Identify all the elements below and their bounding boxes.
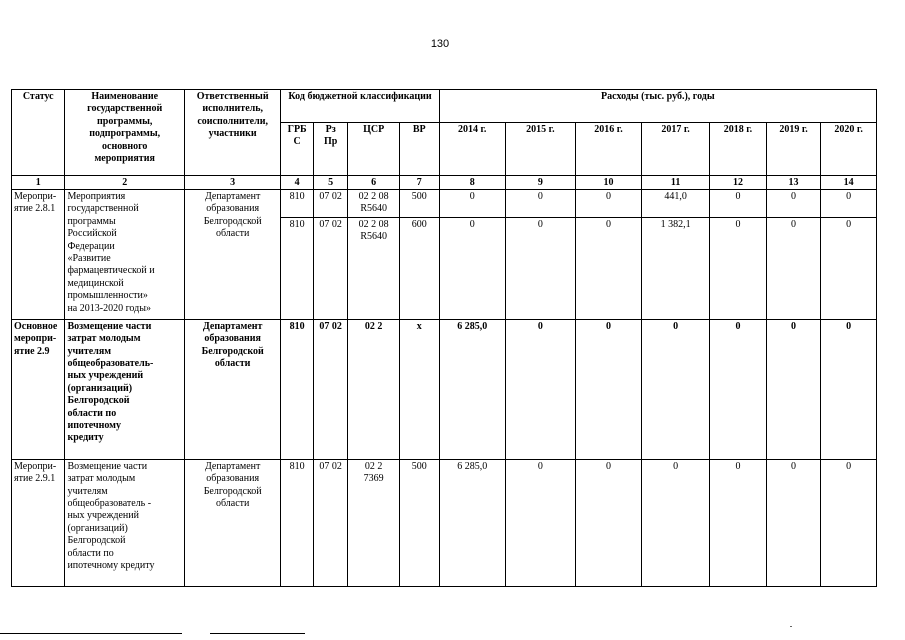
text-line: образования [204, 333, 261, 345]
text-line: мероприятия [94, 153, 155, 165]
cell-value [642, 319, 710, 459]
cell-grbs [281, 319, 313, 459]
text-line: 0 [791, 191, 797, 202]
cell-rzpr [313, 190, 348, 218]
text-line: общеобразователь- [67, 358, 154, 370]
cell-value [439, 459, 505, 586]
header-grbs [281, 123, 313, 176]
text-line: R5640 [360, 231, 387, 243]
text-line: 0 [846, 191, 852, 202]
cell-value [821, 319, 877, 459]
row-name [65, 190, 185, 320]
text-line: (организаций) [67, 522, 128, 534]
cell-value [505, 217, 575, 319]
cell-grbs [281, 459, 313, 586]
text-line: ных учреждений [67, 510, 139, 522]
budget-table [11, 89, 877, 587]
text-line: на 2013-2020 годы» [67, 302, 151, 314]
row-name [65, 459, 185, 586]
text-line: подпрограммы, [89, 128, 161, 140]
text-line: Департамент [204, 191, 261, 202]
text-line: основного [102, 140, 148, 152]
text-line: 02 2 [364, 320, 383, 332]
text-line: государственной [67, 203, 139, 215]
text-line: ятие 2.9.1 [14, 473, 56, 485]
text-line: фармацевтической и [67, 265, 155, 277]
text-line: 441,0 [664, 191, 687, 202]
text-line: Рз [325, 124, 336, 135]
text-line: Белгородской [203, 485, 262, 497]
cell-grbs [281, 217, 313, 319]
text-line: Федерации [67, 240, 115, 252]
header-vr: ВР [399, 123, 439, 176]
text-line: 0 [791, 320, 797, 332]
text-line: x [416, 320, 422, 332]
bottom-rule [0, 633, 182, 634]
text-line: меропри- [14, 333, 57, 345]
text-line: ГРБ [287, 124, 307, 135]
text-line: 7369 [363, 473, 384, 485]
header-year: 2016 г. [575, 123, 641, 176]
text-line: 0 [469, 191, 475, 202]
cell-value [642, 190, 710, 218]
row-responsible [184, 319, 280, 459]
text-line: Мероприятия [67, 191, 126, 202]
row-status [12, 319, 65, 459]
table-row [12, 190, 877, 218]
cell-rzpr [313, 217, 348, 319]
text-line: промышленности» [67, 290, 148, 302]
page-number: 130 [430, 38, 450, 50]
text-line: 810 [289, 218, 305, 230]
cell-value [821, 190, 877, 218]
text-line: Пр [324, 136, 338, 148]
text-line: медицинской [67, 277, 124, 289]
text-line: 0 [735, 460, 741, 472]
text-line: 0 [846, 460, 852, 472]
text-line: кредиту [67, 432, 104, 444]
text-line: области [215, 228, 250, 240]
text-line: 6 285,0 [457, 320, 488, 332]
text-line: 0 [673, 320, 679, 332]
cell-vr [399, 459, 439, 586]
cell-vr [399, 319, 439, 459]
text-line: 810 [289, 460, 305, 472]
cell-value [439, 217, 505, 319]
text-line: 600 [411, 218, 427, 230]
text-line: Меропри- [14, 460, 57, 472]
column-number: 10 [575, 176, 641, 190]
text-line: 02 2 [364, 460, 383, 472]
cell-value [575, 319, 641, 459]
cell-rzpr [313, 459, 348, 586]
cell-value [821, 459, 877, 586]
text-line: общеобразователь - [67, 498, 152, 510]
text-line: 0 [469, 218, 475, 230]
cell-value [766, 217, 821, 319]
text-line: Белгородской [67, 535, 126, 547]
text-line: 0 [791, 460, 797, 472]
text-line: ятие 2.9 [14, 345, 50, 357]
header-csr: ЦСР [348, 123, 399, 176]
row-responsible [184, 459, 280, 586]
header-rzpr [313, 123, 348, 176]
cell-value [505, 190, 575, 218]
header-year: 2015 г. [505, 123, 575, 176]
text-line: 0 [791, 218, 797, 230]
text-line: Основное [14, 320, 58, 332]
header-row-1 [12, 90, 877, 123]
header-name [65, 90, 185, 176]
text-line: ипотечному кредиту [67, 560, 155, 572]
text-line: «Развитие [67, 253, 111, 265]
cell-value [642, 459, 710, 586]
text-line: образования [206, 473, 260, 485]
cell-csr [348, 319, 399, 459]
text-line: 0 [537, 320, 543, 332]
cell-vr [399, 217, 439, 319]
row-status [12, 190, 65, 320]
text-line: (организаций) [67, 382, 133, 394]
column-number: 1 [12, 176, 65, 190]
cell-grbs [281, 190, 313, 218]
header-year: 2019 г. [766, 123, 821, 176]
text-line: области по [67, 407, 117, 419]
column-number: 14 [821, 176, 877, 190]
text-line: 1 382,1 [660, 218, 691, 230]
text-line: учителям [67, 485, 108, 497]
text-line: Белгородской [203, 215, 262, 227]
table-row [12, 459, 877, 586]
header-year: 2017 г. [642, 123, 710, 176]
text-line: 0 [537, 191, 543, 202]
column-number: 3 [184, 176, 280, 190]
text-line: ипотечному [67, 420, 121, 432]
scan-speck [790, 626, 792, 627]
cell-value [766, 190, 821, 218]
text-line: 02 2 08 [358, 191, 389, 202]
cell-csr [348, 190, 399, 218]
text-line: 6 285,0 [457, 460, 488, 472]
row-responsible [184, 190, 280, 320]
column-number: 7 [399, 176, 439, 190]
cell-value [439, 190, 505, 218]
text-line: 0 [606, 218, 611, 230]
text-line: Белгородской [67, 395, 130, 407]
bottom-rule [210, 633, 305, 634]
cell-value [505, 319, 575, 459]
cell-value [710, 190, 767, 218]
text-line: учителям [67, 345, 112, 357]
header-year: 2018 г. [710, 123, 767, 176]
text-line: Ответственный [196, 91, 269, 102]
text-line: 0 [735, 191, 741, 202]
text-line: 07 02 [319, 320, 342, 332]
text-line: Департамент [204, 460, 261, 472]
cell-value [766, 319, 821, 459]
column-number: 5 [313, 176, 348, 190]
text-line: исполнитель, [202, 103, 264, 115]
text-line: 0 [846, 320, 852, 332]
text-line: затрат молодым [67, 473, 136, 485]
header-year: 2020 г. [821, 123, 877, 176]
header-status: Статус [12, 90, 65, 176]
text-line: 0 [606, 460, 611, 472]
text-line: 0 [673, 460, 679, 472]
cell-value [821, 217, 877, 319]
row-status [12, 459, 65, 586]
cell-csr [348, 217, 399, 319]
text-line: участники [208, 128, 257, 140]
text-line: соисполнители, [197, 115, 268, 127]
text-line: 02 2 08 [358, 218, 389, 230]
text-line: ятие 2.8.1 [14, 203, 56, 215]
text-line: 500 [411, 191, 427, 202]
text-line: программы, [97, 115, 153, 127]
text-line: 07 02 [319, 218, 342, 230]
text-line: 0 [735, 218, 741, 230]
column-number: 8 [439, 176, 505, 190]
cell-value [710, 217, 767, 319]
text-line: 0 [606, 320, 611, 332]
header-expenses: Расходы (тыс. руб.), годы [439, 90, 876, 123]
text-line: С [293, 136, 301, 148]
text-line: Российской [67, 228, 117, 240]
text-line: 07 02 [319, 460, 342, 472]
text-line: программы [67, 215, 116, 227]
text-line: области [214, 358, 251, 370]
text-line: образования [206, 203, 260, 215]
cell-value [439, 319, 505, 459]
cell-value [710, 319, 767, 459]
text-line: 07 02 [319, 191, 342, 202]
text-line: 500 [411, 460, 427, 472]
text-line: 810 [289, 320, 305, 332]
text-line: государственной [87, 103, 163, 115]
text-line: Возмещение части [67, 460, 148, 472]
cell-vr [399, 190, 439, 218]
text-line: 0 [846, 218, 852, 230]
column-number: 12 [710, 176, 767, 190]
text-line: области по [67, 547, 114, 559]
header-budget-code: Код бюджетной классификации [281, 90, 439, 123]
cell-value [642, 217, 710, 319]
row-name [65, 319, 185, 459]
text-line: затрат молодым [67, 333, 141, 345]
text-line: ных учреждений [67, 370, 144, 382]
column-number: 11 [642, 176, 710, 190]
cell-value [575, 217, 641, 319]
text-line: Наименование [91, 91, 159, 102]
text-line: R5640 [360, 203, 387, 215]
column-number-row [12, 176, 877, 190]
text-line: Белгородской [201, 345, 264, 357]
cell-value [505, 459, 575, 586]
text-line: Департамент [202, 320, 263, 332]
column-number: 9 [505, 176, 575, 190]
text-line: области [215, 498, 250, 510]
cell-csr [348, 459, 399, 586]
column-number: 13 [766, 176, 821, 190]
header-responsible [184, 90, 280, 176]
text-line: 0 [537, 460, 543, 472]
text-line: 0 [606, 191, 611, 202]
cell-value [766, 459, 821, 586]
text-line: 810 [289, 191, 305, 202]
table-row [12, 319, 877, 459]
text-line: Меропри- [14, 191, 57, 202]
cell-rzpr [313, 319, 348, 459]
cell-value [575, 459, 641, 586]
column-number: 4 [281, 176, 313, 190]
header-year: 2014 г. [439, 123, 505, 176]
cell-value [575, 190, 641, 218]
text-line: 0 [735, 320, 741, 332]
cell-value [710, 459, 767, 586]
column-number: 2 [65, 176, 185, 190]
text-line: 0 [537, 218, 543, 230]
column-number: 6 [348, 176, 399, 190]
text-line: Возмещение части [67, 320, 152, 332]
